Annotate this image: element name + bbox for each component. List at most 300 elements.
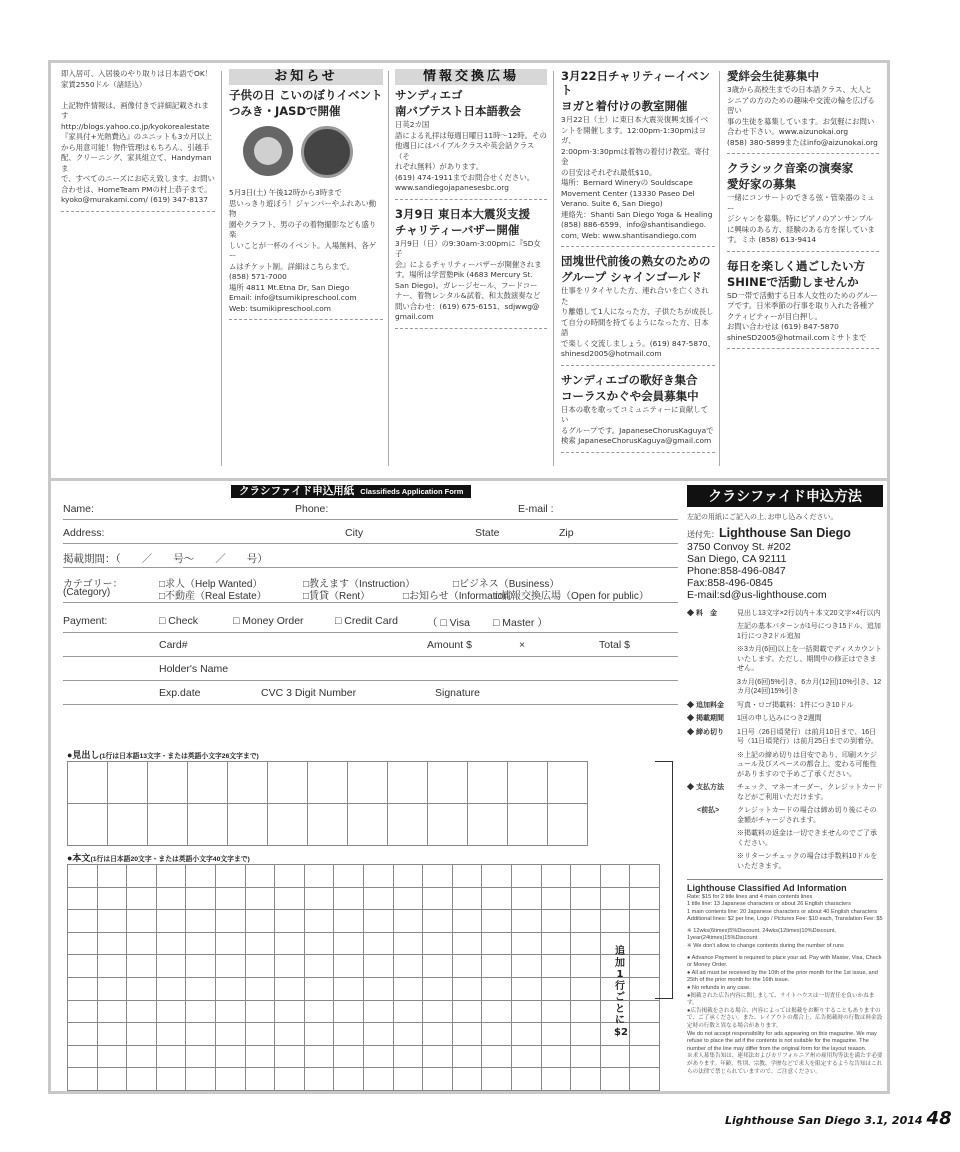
character-cell[interactable] — [601, 865, 631, 888]
character-cell[interactable] — [186, 1068, 216, 1091]
amount-field[interactable]: Amount $ — [427, 639, 472, 651]
character-cell[interactable] — [364, 865, 394, 888]
character-cell[interactable] — [186, 933, 216, 956]
character-cell[interactable] — [542, 888, 572, 911]
character-cell[interactable] — [228, 804, 268, 846]
character-cell[interactable] — [157, 1001, 187, 1024]
character-cell[interactable] — [453, 1046, 483, 1069]
form-title: クラシファイド申込用紙 Classifieds Application Form — [231, 485, 471, 498]
character-cell[interactable] — [423, 865, 453, 888]
character-cell[interactable] — [394, 888, 424, 911]
character-cell[interactable] — [512, 933, 542, 956]
character-cell[interactable] — [482, 978, 512, 1001]
character-cell[interactable] — [127, 1046, 157, 1069]
character-cell[interactable] — [394, 955, 424, 978]
character-cell[interactable] — [394, 1046, 424, 1069]
character-cell[interactable] — [127, 978, 157, 1001]
character-cell[interactable] — [423, 1001, 453, 1024]
character-cell[interactable] — [216, 1068, 246, 1091]
article-line: shineSD2005@hotmail.comミサトまで — [727, 332, 867, 342]
character-cell[interactable] — [334, 1001, 364, 1024]
row-category — [63, 575, 678, 603]
character-cell[interactable] — [305, 910, 335, 933]
character-cell[interactable] — [601, 888, 631, 911]
article-body — [727, 291, 879, 344]
character-cell[interactable] — [423, 955, 453, 978]
character-cell[interactable] — [216, 1046, 246, 1069]
character-cell[interactable] — [157, 978, 187, 1001]
row-expiry — [63, 687, 678, 705]
character-cell[interactable] — [423, 1068, 453, 1091]
character-cell[interactable] — [127, 933, 157, 956]
character-cell[interactable] — [68, 1068, 98, 1091]
character-cell[interactable] — [542, 865, 572, 888]
character-cell[interactable] — [601, 1046, 631, 1069]
character-cell[interactable] — [186, 865, 216, 888]
character-cell[interactable] — [334, 1068, 364, 1091]
card-number-field[interactable]: Card# — [159, 639, 188, 651]
character-cell[interactable] — [571, 1023, 601, 1046]
character-cell[interactable] — [453, 910, 483, 933]
character-cell[interactable] — [275, 888, 305, 911]
character-cell[interactable] — [186, 1046, 216, 1069]
character-cell[interactable] — [305, 933, 335, 956]
character-cell[interactable] — [275, 955, 305, 978]
character-cell[interactable] — [512, 978, 542, 1001]
row-holder — [63, 663, 678, 681]
character-cell[interactable] — [423, 1046, 453, 1069]
character-cell[interactable] — [68, 888, 98, 911]
checkbox-information[interactable]: □お知らせ（Information） — [403, 591, 519, 602]
article-line: しいことが一杯のイベント。入場無料、各ゲー — [229, 240, 377, 260]
character-cell[interactable] — [68, 955, 98, 978]
character-cell[interactable] — [542, 1001, 572, 1024]
character-cell[interactable] — [571, 1046, 601, 1069]
article-line: す。ミホ (858) 613-9414 — [727, 235, 817, 244]
character-cell[interactable] — [482, 1068, 512, 1091]
checkbox-instruction[interactable]: □教えます（Instruction） — [303, 579, 416, 590]
payment-info: ◆ 支払方法 チェック、マネーオーダー、クレジットカードなどがご利用いただけます。 — [687, 784, 883, 801]
character-cell[interactable] — [216, 1023, 246, 1046]
article-body — [395, 120, 547, 194]
character-cell[interactable] — [246, 933, 276, 956]
character-cell[interactable] — [542, 1023, 572, 1046]
character-cell[interactable] — [68, 978, 98, 1001]
holder-name-field[interactable]: Holder's Name — [159, 663, 229, 675]
checkbox-credit-card[interactable]: □ Credit Card — [335, 615, 398, 627]
character-cell[interactable] — [68, 910, 98, 933]
article-heading: 愛絆会生徒募集中 — [727, 69, 819, 83]
character-cell[interactable] — [482, 1046, 512, 1069]
character-cell[interactable] — [571, 865, 601, 888]
character-cell[interactable] — [98, 1068, 128, 1091]
character-cell[interactable] — [305, 978, 335, 1001]
character-cell[interactable] — [108, 804, 148, 846]
character-cell[interactable] — [246, 1046, 276, 1069]
character-cell[interactable] — [246, 1023, 276, 1046]
character-cell[interactable] — [127, 888, 157, 911]
character-cell[interactable] — [601, 1068, 631, 1091]
character-cell[interactable] — [308, 804, 348, 846]
character-cell[interactable] — [334, 1023, 364, 1046]
article-line: gmail.com — [395, 312, 434, 321]
character-cell[interactable] — [98, 910, 128, 933]
character-cell[interactable] — [512, 1001, 542, 1024]
character-cell[interactable] — [571, 933, 601, 956]
character-cell[interactable] — [127, 1023, 157, 1046]
character-cell[interactable] — [305, 1046, 335, 1069]
character-cell[interactable] — [508, 762, 548, 804]
character-cell[interactable] — [275, 910, 305, 933]
character-cell[interactable] — [394, 1023, 424, 1046]
character-cell[interactable] — [428, 762, 468, 804]
character-cell[interactable] — [542, 978, 572, 1001]
character-cell[interactable] — [305, 865, 335, 888]
character-cell[interactable] — [512, 1023, 542, 1046]
character-cell[interactable] — [216, 1001, 246, 1024]
prepay-info: <前払> クレジットカードの場合は締め切り後にその金額がチャージされます。 — [697, 807, 877, 824]
listing-column-1 — [57, 69, 219, 469]
row-contact — [63, 503, 678, 520]
cvc-field[interactable]: CVC 3 Digit Number — [261, 687, 357, 699]
add-line-note: 追加1行ごとに$2 — [614, 946, 628, 1038]
character-cell[interactable] — [305, 1001, 335, 1024]
character-cell[interactable] — [388, 762, 428, 804]
character-cell[interactable] — [542, 955, 572, 978]
article-line: (619) 474-1911までお問合せください。 — [395, 172, 535, 182]
character-cell[interactable] — [157, 888, 187, 911]
character-cell[interactable] — [482, 910, 512, 933]
character-cell[interactable] — [394, 978, 424, 1001]
deadline-info: ◆ 締め切り 1日号（26日頃発行）は前月10日まで、16日号（11日頃発行）は前月25日までの到着分。 — [687, 728, 879, 745]
application-instructions — [687, 485, 883, 1090]
zip-field-label[interactable]: Zip — [559, 527, 574, 539]
character-cell[interactable] — [127, 1001, 157, 1024]
character-cell[interactable] — [98, 955, 128, 978]
character-cell[interactable] — [68, 1001, 98, 1024]
character-cell[interactable] — [630, 1001, 660, 1024]
character-cell[interactable] — [246, 865, 276, 888]
article-line: (858) 886-6599、info@shantisandiego. — [561, 220, 706, 229]
character-cell[interactable] — [453, 1068, 483, 1091]
character-cell[interactable] — [186, 888, 216, 911]
add-line-bracket — [655, 761, 673, 999]
character-cell[interactable] — [216, 978, 246, 1001]
character-cell[interactable] — [394, 933, 424, 956]
article-heading: 団塊世代前後の熟女のための — [561, 254, 711, 268]
character-cell[interactable] — [571, 1068, 601, 1091]
address-field-label[interactable]: Address: — [63, 527, 105, 539]
email-field-label[interactable]: E-mail : — [518, 503, 554, 515]
article-line: ナー、着物レンタル&試着、和太鼓演奏など — [395, 291, 541, 300]
character-cell[interactable] — [98, 888, 128, 911]
character-cell[interactable] — [188, 762, 228, 804]
character-cell[interactable] — [157, 1068, 187, 1091]
article-line: で、すべてのニーズにお応え致します。お問い — [61, 174, 215, 183]
article-line: 2:00pm-3:30pmは着物の着付け教室。寄付金 — [561, 146, 710, 166]
article-heading: 3月22日チャリティーイベント — [561, 69, 711, 97]
character-cell[interactable] — [453, 1001, 483, 1024]
character-cell[interactable] — [482, 1023, 512, 1046]
character-cell[interactable] — [216, 910, 246, 933]
character-cell[interactable] — [275, 1001, 305, 1024]
character-cell[interactable] — [334, 978, 364, 1001]
character-cell[interactable] — [571, 978, 601, 1001]
character-cell[interactable] — [334, 888, 364, 911]
character-cell[interactable] — [268, 804, 308, 846]
character-cell[interactable] — [334, 1046, 364, 1069]
character-cell[interactable] — [423, 888, 453, 911]
article-body — [561, 115, 715, 241]
character-cell[interactable] — [228, 762, 268, 804]
academy-seal-logo — [301, 126, 353, 178]
character-cell[interactable] — [186, 1023, 216, 1046]
character-cell[interactable] — [364, 910, 394, 933]
checkbox-open-for-public[interactable]: □情報交換広場（Open for public） — [495, 591, 649, 602]
article-line: San Diego)。ガレージセール、フードコー — [395, 280, 538, 290]
english-info: Rate: $15 for 2 title lines and 4 main contents lines 1 title line: 13 Japanese characters or about 26 English characters 1 main contents line: 20 Japanese characters or about 40 English characters Additional lines: $2 per line, Logo / Pictures Fee: $10 each, Translation Fee: $5 ※ 12wks(6times)5%Discount, 24wks(12times)10%Discount, 1year(24times)15%Discount ※ We don't allow to change contents during the number of runs ● Advance Payment is required to place your ad. Pay with Master, Visa, Check or Money Order. ● All ad must be received by the 10th of the prior month for the 1st issue, and 25th of the prior month for the 16th issue. ● No refunds in any case. ●掲載された広告内容に関しまして、ライトハウスは一切責任を負いかねます。 ●広告掲載をされる場合、内容によっては掲載をお断りすることもありますので、ご了承ください。また、レイアウトの都合上、広告掲載時の行数は料金設定時の行数と異なる場合があります。 We do not accept responsibility for ads appearing on this magazine. We may refuse to place the ad if the contents is not suitable for the magazine. The number of the line may differ from the original form for the layout reason. ※求人募集告知は、連邦法およびカリフォルニア州の雇用均等法を満たす必要があります。年齢、性別、宗教、学歴などで求人を限定するような告知はこれらの法律で禁じられていますので、ご注意ください。 — [687, 893, 883, 1075]
character-cell[interactable] — [571, 1001, 601, 1024]
character-cell[interactable] — [453, 1023, 483, 1046]
listing-column-2 — [225, 69, 387, 469]
article-heading: チャリティーバザー開催 — [395, 222, 520, 237]
character-cell[interactable] — [542, 910, 572, 933]
state-field-label[interactable]: State — [475, 527, 500, 539]
exp-date-field[interactable]: Exp.date — [159, 687, 201, 699]
character-cell[interactable] — [468, 762, 508, 804]
city-field-label[interactable]: City — [345, 527, 364, 539]
checkbox-money-order[interactable]: □ Money Order — [233, 615, 304, 627]
character-cell[interactable] — [394, 1001, 424, 1024]
character-cell[interactable] — [630, 1068, 660, 1091]
character-cell[interactable] — [157, 1046, 187, 1069]
article-line: kyoko@murakami.com/ (619) 347-8137 — [61, 195, 208, 204]
article-line: 検索 JapaneseChorusKaguya@gmail.com — [561, 436, 712, 445]
character-cell[interactable] — [275, 1068, 305, 1091]
character-cell[interactable] — [548, 804, 588, 846]
prepay-info-2: ※掲載料の返金は一切できませんのでご了承ください。 — [737, 830, 877, 847]
character-cell[interactable] — [186, 1001, 216, 1024]
issue-label: Lighthouse San Diego 3.1, 2014 — [725, 1114, 923, 1127]
character-cell[interactable] — [186, 978, 216, 1001]
character-cell[interactable] — [334, 955, 364, 978]
checkbox-master[interactable]: □ Master ） — [493, 617, 548, 629]
period-field[interactable]: 掲載期間：（ ／ 号～ ／ 号） — [63, 553, 268, 565]
character-cell[interactable] — [246, 1001, 276, 1024]
character-cell[interactable] — [453, 955, 483, 978]
character-cell[interactable] — [482, 888, 512, 911]
article-line: 園やクラフト、男の子の着物撮影なども盛り楽 — [229, 219, 377, 239]
character-cell[interactable] — [68, 1046, 98, 1069]
character-cell[interactable] — [157, 910, 187, 933]
character-cell[interactable] — [394, 865, 424, 888]
checkbox-business[interactable]: □ビジネス（Business） — [453, 579, 560, 590]
article-line: 3月22日（土）に東日本大震災復興支援イベ — [561, 115, 709, 124]
character-cell[interactable] — [348, 762, 388, 804]
character-cell[interactable] — [148, 804, 188, 846]
character-cell[interactable] — [268, 762, 308, 804]
article-line: (858) 571-7000 — [229, 272, 287, 281]
character-cell[interactable] — [334, 865, 364, 888]
character-cell[interactable] — [423, 933, 453, 956]
character-cell[interactable] — [453, 978, 483, 1001]
character-cell[interactable] — [512, 865, 542, 888]
character-cell[interactable] — [334, 933, 364, 956]
character-cell[interactable] — [305, 1023, 335, 1046]
checkbox-check[interactable]: □ Check — [159, 615, 199, 627]
character-cell[interactable] — [394, 910, 424, 933]
character-cell[interactable] — [186, 955, 216, 978]
character-cell[interactable] — [512, 888, 542, 911]
character-cell[interactable] — [630, 1023, 660, 1046]
article-line: (858) 380-5899またはinfo@aizunokai.org — [727, 137, 878, 147]
payment-label: Payment: — [63, 615, 108, 627]
character-cell[interactable] — [334, 910, 364, 933]
character-cell[interactable] — [542, 1068, 572, 1091]
fee-info: ◆ 料 金 見出し13文字×2行以内＋本文20文字×4行以内 — [687, 609, 881, 617]
character-cell[interactable] — [127, 955, 157, 978]
character-cell[interactable] — [508, 804, 548, 846]
character-cell[interactable] — [512, 910, 542, 933]
character-cell[interactable] — [364, 933, 394, 956]
checkbox-visa[interactable]: （ □ Visa — [427, 617, 470, 629]
character-cell[interactable] — [98, 978, 128, 1001]
character-cell[interactable] — [394, 1068, 424, 1091]
character-cell[interactable] — [423, 910, 453, 933]
character-cell[interactable] — [216, 888, 246, 911]
character-cell[interactable] — [68, 804, 108, 846]
character-cell[interactable] — [482, 955, 512, 978]
character-cell[interactable] — [275, 1046, 305, 1069]
character-cell[interactable] — [108, 762, 148, 804]
article-line: シニアの方のための趣味や交流の輪を広げる習い — [727, 95, 875, 115]
character-cell[interactable] — [423, 1023, 453, 1046]
character-cell[interactable] — [308, 762, 348, 804]
name-field-label[interactable]: Name: — [63, 503, 94, 515]
character-cell[interactable] — [548, 762, 588, 804]
character-cell[interactable] — [571, 955, 601, 978]
character-cell[interactable] — [275, 1023, 305, 1046]
character-cell[interactable] — [68, 865, 98, 888]
real-estate-listing — [61, 69, 215, 206]
article-line: クティビティーが目白押し。 — [727, 311, 822, 321]
checkbox-real-estate[interactable]: □不動産（Real Estate） — [159, 591, 267, 602]
character-cell[interactable] — [348, 804, 388, 846]
article-heading: つみき・JASDで開催 — [229, 104, 341, 118]
character-cell[interactable] — [364, 888, 394, 911]
article-line: 問い合わせ：(619) 675-6151、sdjwwg@ — [395, 301, 540, 311]
article-heading: ヨガと着付けの教室開催 — [561, 99, 688, 113]
article-line: 『家具付+光熱費込』のユニットも3カ月以上 — [61, 132, 213, 141]
total-field[interactable]: Total $ — [599, 639, 630, 651]
character-cell[interactable] — [630, 1046, 660, 1069]
character-cell[interactable] — [453, 865, 483, 888]
character-cell[interactable] — [98, 1023, 128, 1046]
fee-info-4: 3カ月(6回)5%引き、6カ月(12回)10%引き、12カ月(24回)15%引き — [737, 678, 882, 695]
character-cell[interactable] — [468, 804, 508, 846]
character-cell[interactable] — [246, 955, 276, 978]
signature-field[interactable]: Signature — [435, 687, 480, 699]
character-cell[interactable] — [157, 1023, 187, 1046]
character-cell[interactable] — [305, 888, 335, 911]
character-cell[interactable] — [157, 933, 187, 956]
headline-label: ●見出し(1行は日本語13文字・または英語小文字26文字まで) — [67, 750, 259, 760]
character-cell[interactable] — [216, 955, 246, 978]
character-cell[interactable] — [364, 978, 394, 1001]
character-cell[interactable] — [482, 865, 512, 888]
character-cell[interactable] — [571, 888, 601, 911]
character-cell[interactable] — [482, 1001, 512, 1024]
character-cell[interactable] — [98, 933, 128, 956]
page-frame — [48, 60, 890, 1094]
article-line: http://blogs.yahoo.co.jp/kyokorealestate — [61, 121, 210, 131]
character-cell[interactable] — [601, 910, 631, 933]
character-cell[interactable] — [186, 910, 216, 933]
character-cell[interactable] — [216, 933, 246, 956]
character-cell[interactable] — [364, 1046, 394, 1069]
headline-grid[interactable] — [67, 761, 588, 846]
character-cell[interactable] — [157, 955, 187, 978]
character-cell[interactable] — [157, 865, 187, 888]
character-cell[interactable] — [305, 1068, 335, 1091]
checkbox-help-wanted[interactable]: □求人（Help Wanted） — [159, 579, 263, 590]
character-cell[interactable] — [127, 1068, 157, 1091]
character-cell[interactable] — [188, 804, 228, 846]
character-cell[interactable] — [428, 804, 468, 846]
character-cell[interactable] — [453, 933, 483, 956]
character-cell[interactable] — [246, 910, 276, 933]
character-cell[interactable] — [542, 1046, 572, 1069]
character-cell[interactable] — [512, 1046, 542, 1069]
phone-field-label[interactable]: Phone: — [295, 503, 329, 515]
article-line: 場所 4811 Mt.Etna Dr, San Diego — [229, 282, 350, 292]
character-cell[interactable] — [364, 1001, 394, 1024]
character-cell[interactable] — [246, 1068, 276, 1091]
character-cell[interactable] — [364, 1068, 394, 1091]
character-cell[interactable] — [512, 955, 542, 978]
character-cell[interactable] — [148, 762, 188, 804]
character-cell[interactable] — [482, 933, 512, 956]
body-grid[interactable] — [67, 864, 660, 1091]
character-cell[interactable] — [68, 1023, 98, 1046]
article-line: 思いっきり遊ぼう！ジャンパーやふれあい動物 — [229, 198, 377, 218]
character-cell[interactable] — [98, 865, 128, 888]
character-cell[interactable] — [388, 804, 428, 846]
character-cell[interactable] — [98, 1001, 128, 1024]
character-cell[interactable] — [275, 865, 305, 888]
character-cell[interactable] — [246, 978, 276, 1001]
character-cell[interactable] — [275, 978, 305, 1001]
character-cell[interactable] — [98, 1046, 128, 1069]
character-cell[interactable] — [512, 1068, 542, 1091]
character-cell[interactable] — [68, 933, 98, 956]
character-cell[interactable] — [68, 762, 108, 804]
character-cell[interactable] — [453, 888, 483, 911]
character-cell[interactable] — [246, 888, 276, 911]
character-cell[interactable] — [127, 865, 157, 888]
character-cell[interactable] — [542, 933, 572, 956]
character-cell[interactable] — [423, 978, 453, 1001]
character-cell[interactable] — [275, 933, 305, 956]
character-cell[interactable] — [305, 955, 335, 978]
character-cell[interactable] — [127, 910, 157, 933]
character-cell[interactable] — [216, 865, 246, 888]
character-cell[interactable] — [364, 955, 394, 978]
character-cell[interactable] — [571, 910, 601, 933]
checkbox-rent[interactable]: □賃貸（Rent） — [303, 591, 371, 602]
character-cell[interactable] — [364, 1023, 394, 1046]
article-line: ジシャンを募集。特にピアノのアンサンブル — [727, 214, 873, 223]
